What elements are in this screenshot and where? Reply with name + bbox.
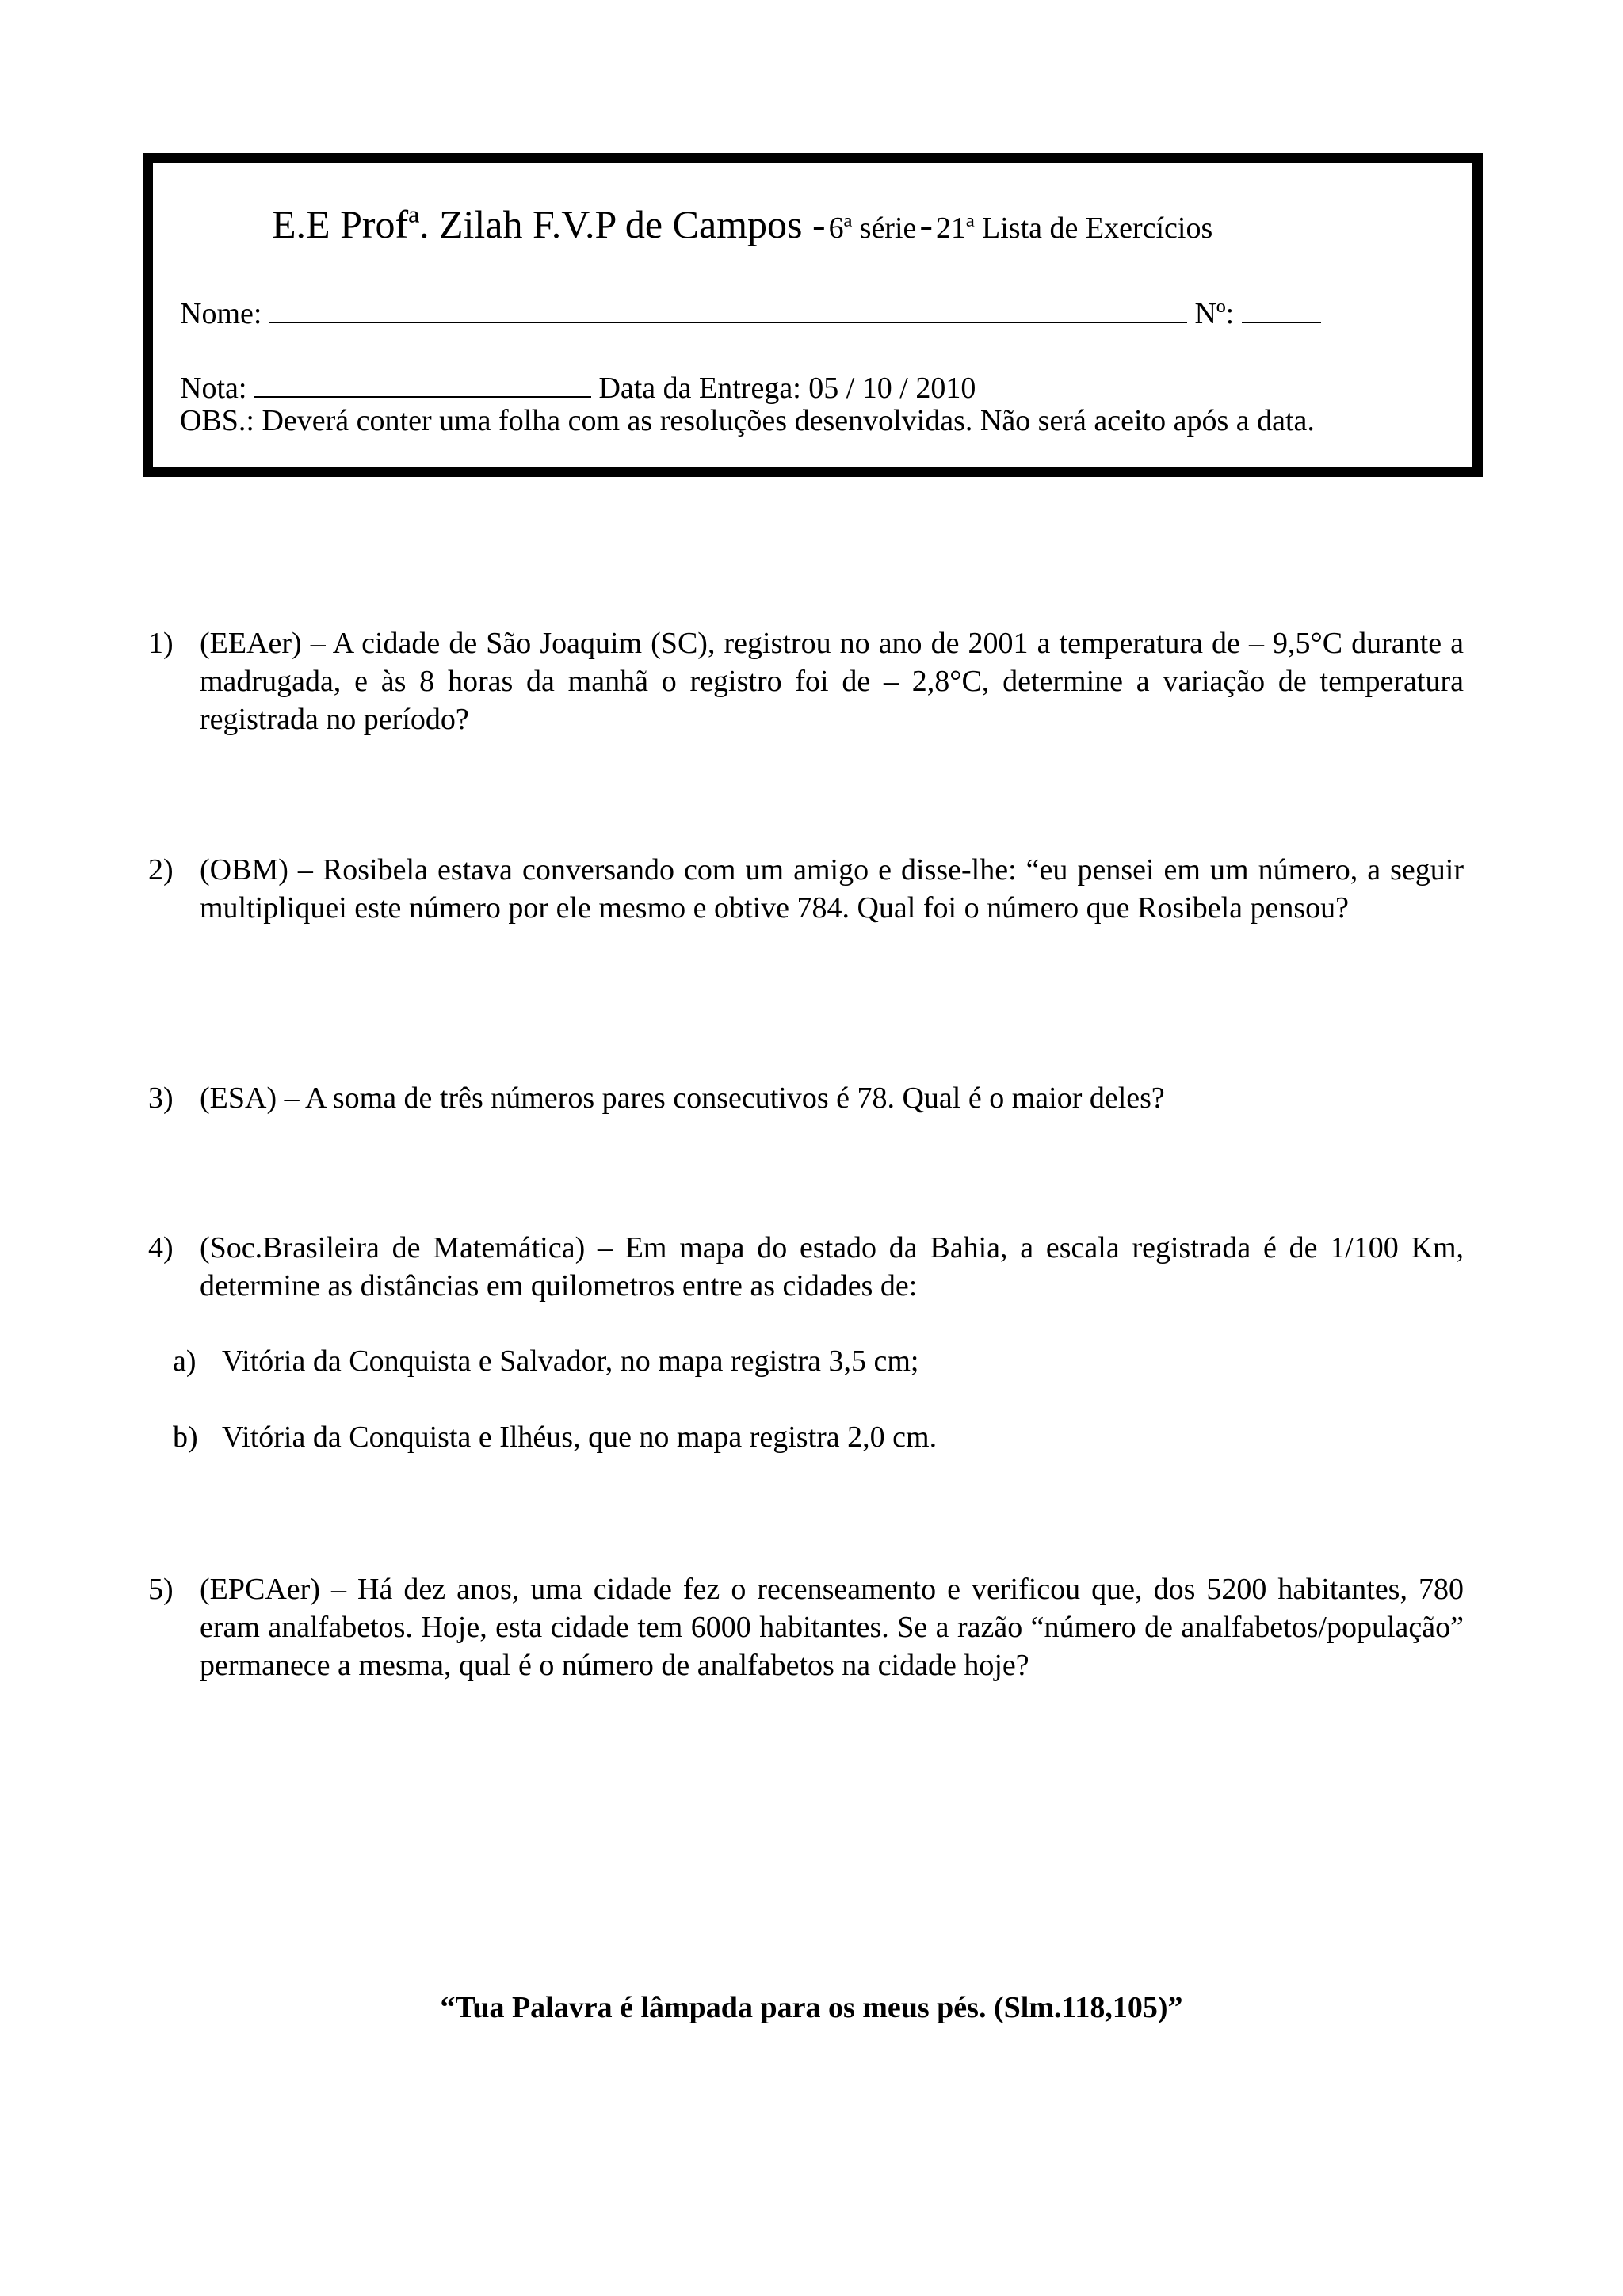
grade-row: [180, 369, 976, 403]
question-5: [148, 1570, 1464, 1684]
number-label: Nº:: [1194, 297, 1235, 330]
question-text: (Soc.Brasileira de Matemática) – Em mapa do estado da Bahia, a escala registrada é de 1/100 Km, determine as distâncias em quilometros entre as cidades de:: [200, 1231, 1464, 1302]
header-title: [272, 204, 1212, 244]
question-3: [148, 1079, 1464, 1117]
header-box: [143, 153, 1483, 477]
question-1: [148, 624, 1464, 738]
question-number: 1): [148, 627, 174, 660]
school-name: E.E Profª. Zilah F.V.P de Campos -: [272, 202, 826, 246]
question-text: (OBM) – Rosibela estava conversando com um amigo e disse-lhe: “eu pensei em um número, a seguir multipliquei este número por ele mesmo e obtive 784. Qual foi o número que Rosibela pensou?: [200, 853, 1464, 925]
question-4-item-a: [173, 1342, 1441, 1380]
question-4: [148, 1229, 1464, 1305]
name-label: Nome:: [180, 297, 262, 330]
grade-field-label: Nota:: [180, 372, 247, 405]
name-field[interactable]: [269, 295, 1187, 323]
list-label: 21ª Lista de Exercícios: [936, 212, 1213, 245]
grade-label: 6ª série: [828, 212, 917, 245]
question-number: 2): [148, 853, 174, 887]
question-2: [148, 851, 1464, 927]
question-4-item-b: [173, 1418, 1441, 1456]
grade-field[interactable]: [254, 369, 591, 398]
item-text: Vitória da Conquista e Salvador, no mapa registra 3,5 cm;: [222, 1344, 919, 1378]
question-number: 4): [148, 1231, 174, 1264]
question-text: (EPCAer) – Há dez anos, uma cidade fez o recenseamento e verificou que, dos 5200 habitantes, 780 eram analfabetos. Hoje, esta cidade tem 6000 habitantes. Se a razão “número de analfabetos/população” permanece a mesma, qual é o número de analfabetos na cidade hoje?: [200, 1573, 1464, 1682]
name-row: [180, 295, 1321, 329]
question-number: 3): [148, 1081, 174, 1115]
item-letter: a): [173, 1344, 197, 1378]
title-dash: -: [919, 202, 934, 246]
question-number: 5): [148, 1573, 174, 1606]
delivery-date: Data da Entrega: 05 / 10 / 2010: [598, 372, 976, 405]
footer-quote: “Tua Palavra é lâmpada para os meus pés. (Slm.118,105)”: [440, 1991, 1183, 2024]
item-text: Vitória da Conquista e Ilhéus, que no mapa registra 2,0 cm.: [222, 1421, 938, 1454]
number-field[interactable]: [1242, 295, 1321, 323]
obs-note: OBS.: Deverá conter uma folha com as resoluções desenvolvidas. Não será aceito após a data.: [180, 404, 1315, 437]
question-text: (EEAer) – A cidade de São Joaquim (SC), registrou no ano de 2001 a temperatura de – 9,5°C durante a madrugada, e às 8 horas da manhã o registro foi de – 2,8°C, determine a variação de temperatura registrada no período?: [200, 627, 1464, 736]
item-letter: b): [173, 1421, 198, 1454]
question-text: (ESA) – A soma de três números pares consecutivos é 78. Qual é o maior deles?: [200, 1081, 1165, 1115]
